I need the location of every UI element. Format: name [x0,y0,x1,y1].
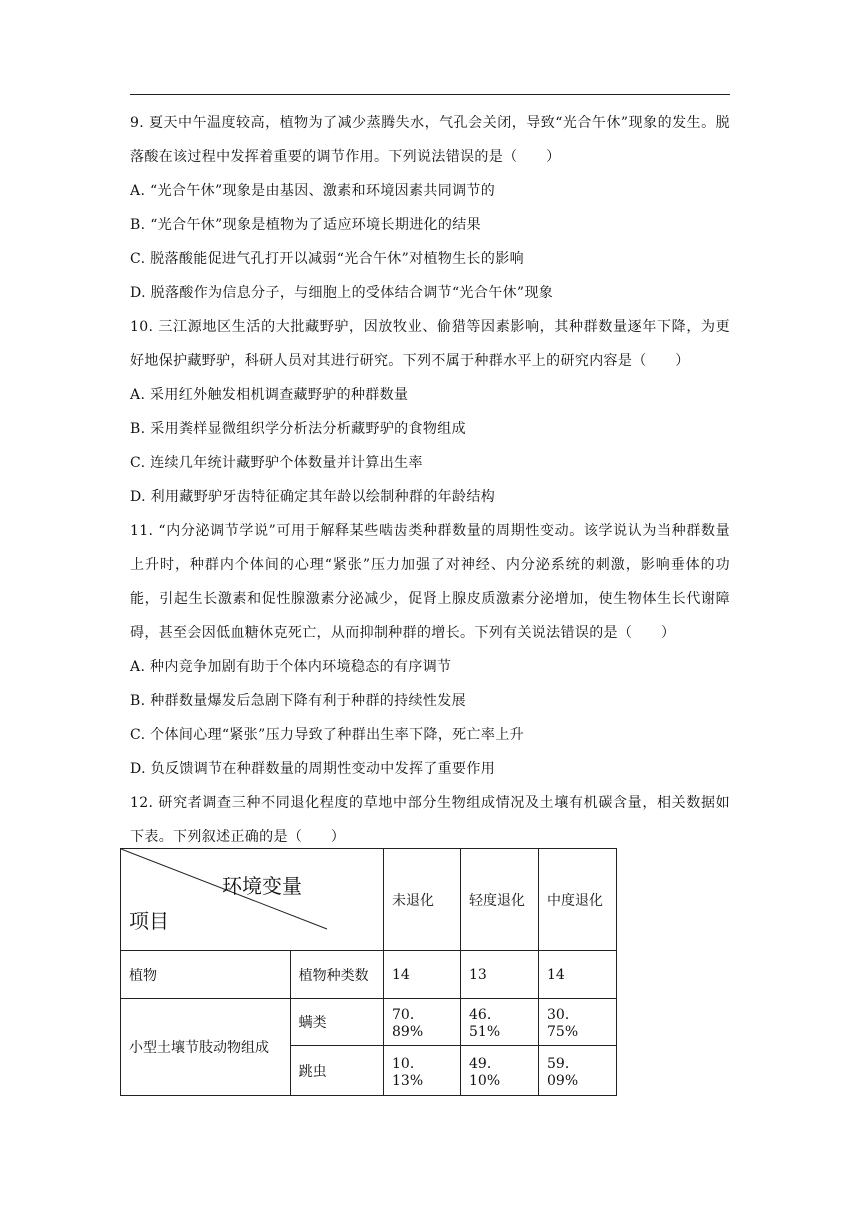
question-10-option-b: B. 采用粪样显微组织学分析法分析藏野驴的食物组成 [130,421,466,437]
table-row [121,999,617,1046]
question-10-option-a: A. 采用红外触发相机调查藏野驴的种群数量 [130,387,409,403]
question-9-stem: 9. 夏天中午温度较高，植物为了减少蒸腾失水，气孔会关闭，导致“光合午休”现象的发生。脱落酸在该过程中发挥着重要的调节作用。下列说法错误的是（ ） [130,115,730,165]
question-10-option-d: D. 利用藏野驴牙齿特征确定其年龄以绘制种群的年龄结构 [130,489,496,505]
table-cell: 30．75% [539,999,617,1046]
question-11-option-c: C. 个体间心理“紧张”压力导致了种群出生率下降，死亡率上升 [130,727,524,743]
data-table [120,848,617,1096]
exam-content [130,106,730,854]
table-cell: 59．09% [539,1046,617,1096]
table-cell: 46．51% [461,999,539,1046]
header-rule [130,94,730,95]
table-diagonal-header [121,849,384,951]
row-label-springtails: 跳虫 [290,1046,383,1096]
question-9-option-d: D. 脱落酸作为信息分子，与细胞上的受体结合调节“光合午休”现象 [130,285,554,301]
row-label-plant-species: 植物种类数 [290,951,383,999]
question-11-option-a: A. 种内竞争加剧有助于个体内环境稳态的有序调节 [130,659,452,675]
question-11-option-b: B. 种群数量爆发后急剧下降有利于种群的持续性发展 [130,693,466,709]
row-label-mites: 螨类 [290,999,383,1046]
table-row [121,951,617,999]
row-group-soil-arthropods: 小型土壤节肢动物组成 [121,999,291,1096]
table-cell: 49．10% [461,1046,539,1096]
question-9-option-b: B. “光合午休”现象是植物为了适应环境长期进化的结果 [130,217,481,233]
question-12-stem: 12. 研究者调查三种不同退化程度的草地中部分生物组成情况及土壤有机碳含量，相关数据如下表。下列叙述正确的是（ ） [130,795,730,845]
question-11-option-d: D. 负反馈调节在种群数量的周期性变动中发挥了重要作用 [130,761,496,777]
question-10-stem: 10. 三江源地区生活的大批藏野驴，因放牧业、偷猎等因素影响，其种群数量逐年下降，为更好地保护藏野驴，科研人员对其进行研究。下列不属于种群水平上的研究内容是（ ） [130,319,730,369]
question-11-stem: 11. “内分泌调节学说”可用于解释某些啮齿类种群数量的周期性变动。该学说认为当种群数量上升时，种群内个体间的心理“紧张”压力加强了对神经、内分泌系统的刺激，影响垂体的功能，引起生长激素和促性腺激素分泌减少，促肾上腺皮质激素分泌增加，使生物体生长代谢障碍，甚至会因低血糖休克死亡，从而抑制种群的增长。下列有关说法错误的是（ ） [130,523,730,641]
question-10-option-c: C. 连续几年统计藏野驴个体数量并计算出生率 [130,455,423,471]
table-cell: 10．13% [384,1046,461,1096]
header-env-variable: 环境变量 [222,874,302,898]
question-9-option-c: C. 脱落酸能促进气孔打开以减弱“光合午休”对植物生长的影响 [130,251,524,267]
table-cell: 14 [384,951,461,999]
column-header-2: 中度退化 [539,849,617,951]
column-header-1: 轻度退化 [461,849,539,951]
table-cell: 70．89% [384,999,461,1046]
diagonal-line [121,849,383,950]
row-group-plant: 植物 [121,951,291,999]
table-cell: 13 [461,951,539,999]
question-9-option-a: A. “光合午休”现象是由基因、激素和环境因素共同调节的 [130,183,496,199]
column-header-0: 未退化 [384,849,461,951]
header-item: 项目 [129,909,169,933]
table-cell: 14 [539,951,617,999]
